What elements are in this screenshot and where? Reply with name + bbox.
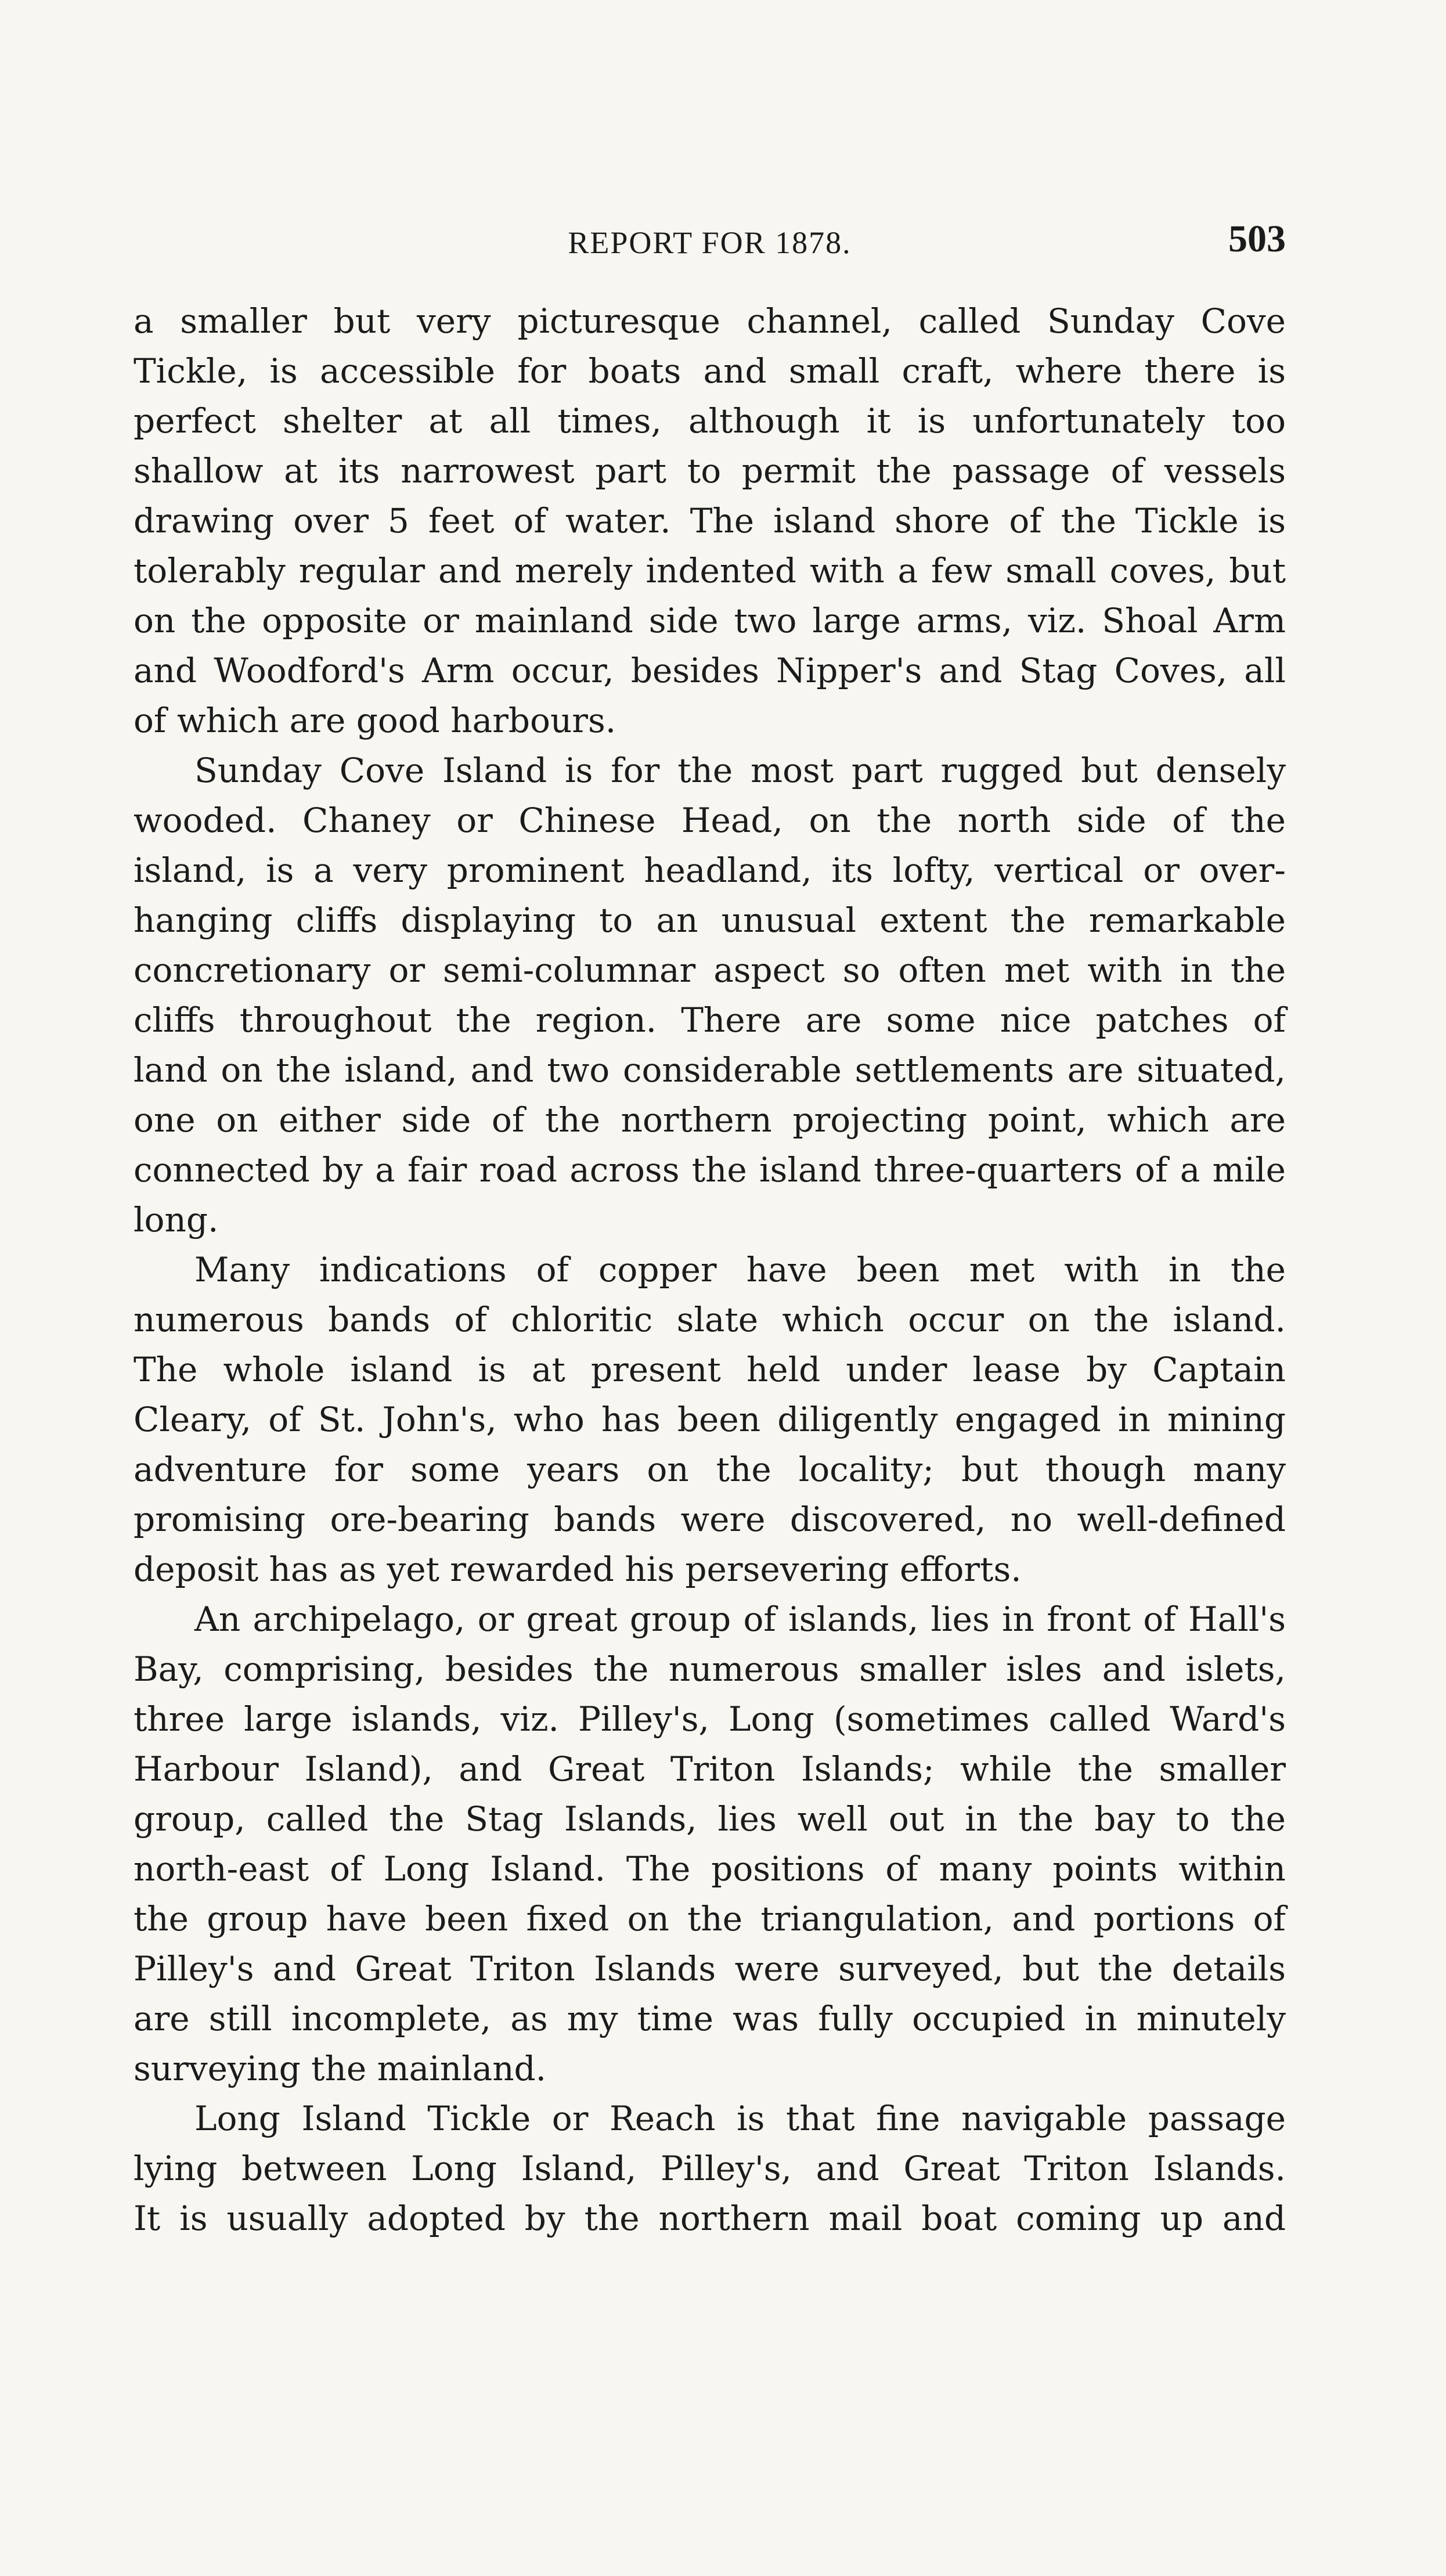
text-line: are still incomplete, as my time was fully occupied in minutely (134, 1999, 1286, 2038)
text-line: one on either side of the northern projecting point, which are (134, 1100, 1286, 1140)
text-line: adventure for some years on the locality; but though many (134, 1450, 1286, 1489)
text-line: hanging cliffs displaying to an unusual extent the remarkable (134, 900, 1286, 940)
text-line: long. (134, 1200, 219, 1240)
text-line: three large islands, viz. Pilley's, Long (sometimes called Ward's (134, 1699, 1286, 1739)
text-line: surveying the mainland. (134, 2049, 547, 2088)
text-line: Long Island Tickle or Reach is that fine navigable passage (194, 2099, 1286, 2138)
text-line: concretionary or semi-columnar aspect so often met with in the (134, 950, 1286, 990)
text-line: of which are good harbours. (134, 701, 616, 740)
text-line: cliffs throughout the region. There are some nice patches of (134, 1000, 1286, 1040)
body-text (134, 296, 1286, 2243)
text-line: Pilley's and Great Triton Islands were surveyed, but the details (134, 1949, 1286, 1988)
text-line: The whole island is at present held under lease by Captain (134, 1350, 1286, 1389)
text-line: connected by a fair road across the island three-quarters of a mile (134, 1150, 1286, 1190)
text-line: wooded. Chaney or Chinese Head, on the north side of the (134, 801, 1286, 840)
text-line: a smaller but very picturesque channel, called Sunday Cove (134, 301, 1286, 341)
paragraph-1 (134, 296, 1286, 745)
text-line: drawing over 5 feet of water. The island shore of the Tickle is (134, 501, 1286, 541)
text-line: Many indications of copper have been met with in the (194, 1250, 1286, 1289)
text-line: lying between Long Island, Pilley's, and Great Triton Islands. (134, 2149, 1286, 2188)
running-title: REPORT FOR 1878. (568, 225, 852, 260)
text-line: deposit has as yet rewarded his persevering efforts. (134, 1550, 1022, 1589)
text-line: group, called the Stag Islands, lies well out in the bay to the (134, 1799, 1286, 1839)
text-line: and Woodford's Arm occur, besides Nipper's and Stag Coves, all (134, 651, 1286, 690)
text-line: An archipelago, or great group of islands, lies in front of Hall's (194, 1599, 1286, 1639)
text-line: shallow at its narrowest part to permit the passage of vessels (134, 451, 1286, 491)
text-line: island, is a very prominent headland, its lofty, vertical or over- (134, 851, 1286, 890)
text-line: Tickle, is accessible for boats and small craft, where there is (134, 351, 1286, 391)
text-line: promising ore-bearing bands were discovered, no well-defined (134, 1500, 1286, 1539)
page-number: 503 (1228, 218, 1286, 260)
text-line: the group have been fixed on the triangulation, and portions of (134, 1899, 1286, 1939)
paragraph-5 (134, 2094, 1286, 2243)
paragraph-2 (134, 745, 1286, 1245)
text-line: Sunday Cove Island is for the most part rugged but densely (194, 751, 1286, 790)
text-line: perfect shelter at all times, although it is unfortunately too (134, 401, 1286, 441)
paragraph-3 (134, 1245, 1286, 1594)
text-line: Bay, comprising, besides the numerous smaller isles and islets, (134, 1649, 1286, 1689)
text-line: numerous bands of chloritic slate which occur on the island. (134, 1300, 1286, 1339)
text-line: Cleary, of St. John's, who has been diligently engaged in mining (134, 1400, 1286, 1439)
text-line: north-east of Long Island. The positions of many points within (134, 1849, 1286, 1889)
paragraph-4 (134, 1594, 1286, 2094)
text-line: on the opposite or mainland side two large arms, viz. Shoal Arm (134, 601, 1286, 640)
text-line: land on the island, and two considerable settlements are situated, (134, 1050, 1286, 1090)
running-head (134, 219, 1286, 272)
text-line: tolerably regular and merely indented with a few small coves, but (134, 551, 1286, 590)
text-line: Harbour Island), and Great Triton Islands; while the smaller (134, 1749, 1286, 1789)
text-line: It is usually adopted by the northern mail boat coming up and (134, 2199, 1286, 2238)
